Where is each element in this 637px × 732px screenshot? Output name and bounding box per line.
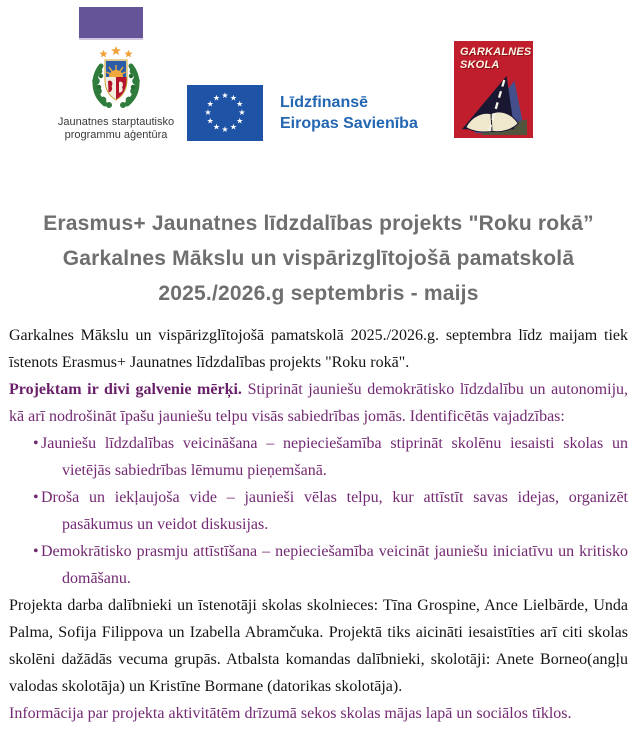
book-road-emblem-icon: [459, 73, 527, 137]
info-paragraph: Informācija par projekta aktivitātēm drīzumā sekos skolas mājas lapā un sociālos tīklos.: [9, 705, 572, 722]
document-body: [0, 322, 637, 727]
list-item: • Jauniešu līdzdalības veicināšana – nepieciešamība stiprināt skolēnu iesaisti skolas un vietējās sabiedrības lēmumu pieņemšanā.: [9, 430, 628, 484]
goals-paragraph: [9, 376, 628, 430]
needs-list: [9, 430, 628, 592]
school-name-line2: SKOLA: [460, 59, 500, 71]
intro-paragraph: Garkalnes Mākslu un vispārizglītojošā pamatskolā 2025./2026.g. septembra līdz maijam tiek īstenots Erasmus+ Jaunatnes līdzdalības projekts "Roku rokā".: [9, 327, 628, 371]
school-name-line1: GARKALNES: [460, 46, 532, 58]
youth-agency-logo: [41, 44, 191, 142]
header-logos: [0, 0, 637, 150]
latvia-coat-of-arms-icon: [91, 44, 141, 114]
purple-accent-bar: [79, 7, 143, 40]
agency-caption-line1: Jaunatnes starptautisko: [57, 116, 175, 128]
participants-paragraph: Projekta darba dalībnieki un īstenotāji skolas skolnieces: Tīna Grospine, Ance Lielbārde, Unda Palma, Sofija Filippova un Izabella Abramčuka. Projektā tiks aicināti iesaistīties arī citi skolas skolēni dažādās vecuma grupās. Atbalsta komandas dalībnieki, skolotāji: Anete Borneo(angļu valodas skolotāja) un Kristīne Bormane (datorikas skolotāja).: [9, 597, 628, 695]
title-line2: Garkalnes Mākslu un vispārizglītojošā pamatskolā: [62, 247, 575, 270]
document-title: [0, 206, 637, 311]
list-item: • Demokrātisko prasmju attīstīšana – nepieciešamība veicināt jauniešu iniciatīvu un kritisko domāšanu.: [9, 538, 628, 592]
goals-lead-bold: Projektam ir divi galvenie mērķi.: [9, 381, 242, 398]
list-item: • Droša un iekļaujoša vide – jaunieši vēlas telpu, kur attīstīt savas idejas, organizēt pasākumus un veidot diskusijas.: [9, 484, 628, 538]
garkalnes-school-logo: [454, 41, 533, 138]
title-line3: 2025./2026.g septembris - maijs: [158, 282, 479, 305]
eu-flag-icon: ★ ★ ★ ★ ★ ★ ★ ★ ★ ★ ★ ★: [187, 85, 263, 141]
agency-caption-line2: programmu aģentūra: [64, 129, 168, 141]
eu-text-line2: Eiropas Savienība: [280, 115, 418, 132]
title-line1: Erasmus+ Jaunatnes līdzdalības projekts "Roku rokā”: [43, 212, 594, 235]
eu-text-line1: Līdzfinansē: [280, 94, 369, 111]
eu-cofunded-logo: [187, 85, 418, 141]
goals-rest: Stiprināt jauniešu demokrātisko līdzdalību un autonomiju, kā arī nodrošināt īpašu jauniešu telpu visās sabiedrības jomās. Identificētās vajadzības:: [9, 381, 629, 425]
